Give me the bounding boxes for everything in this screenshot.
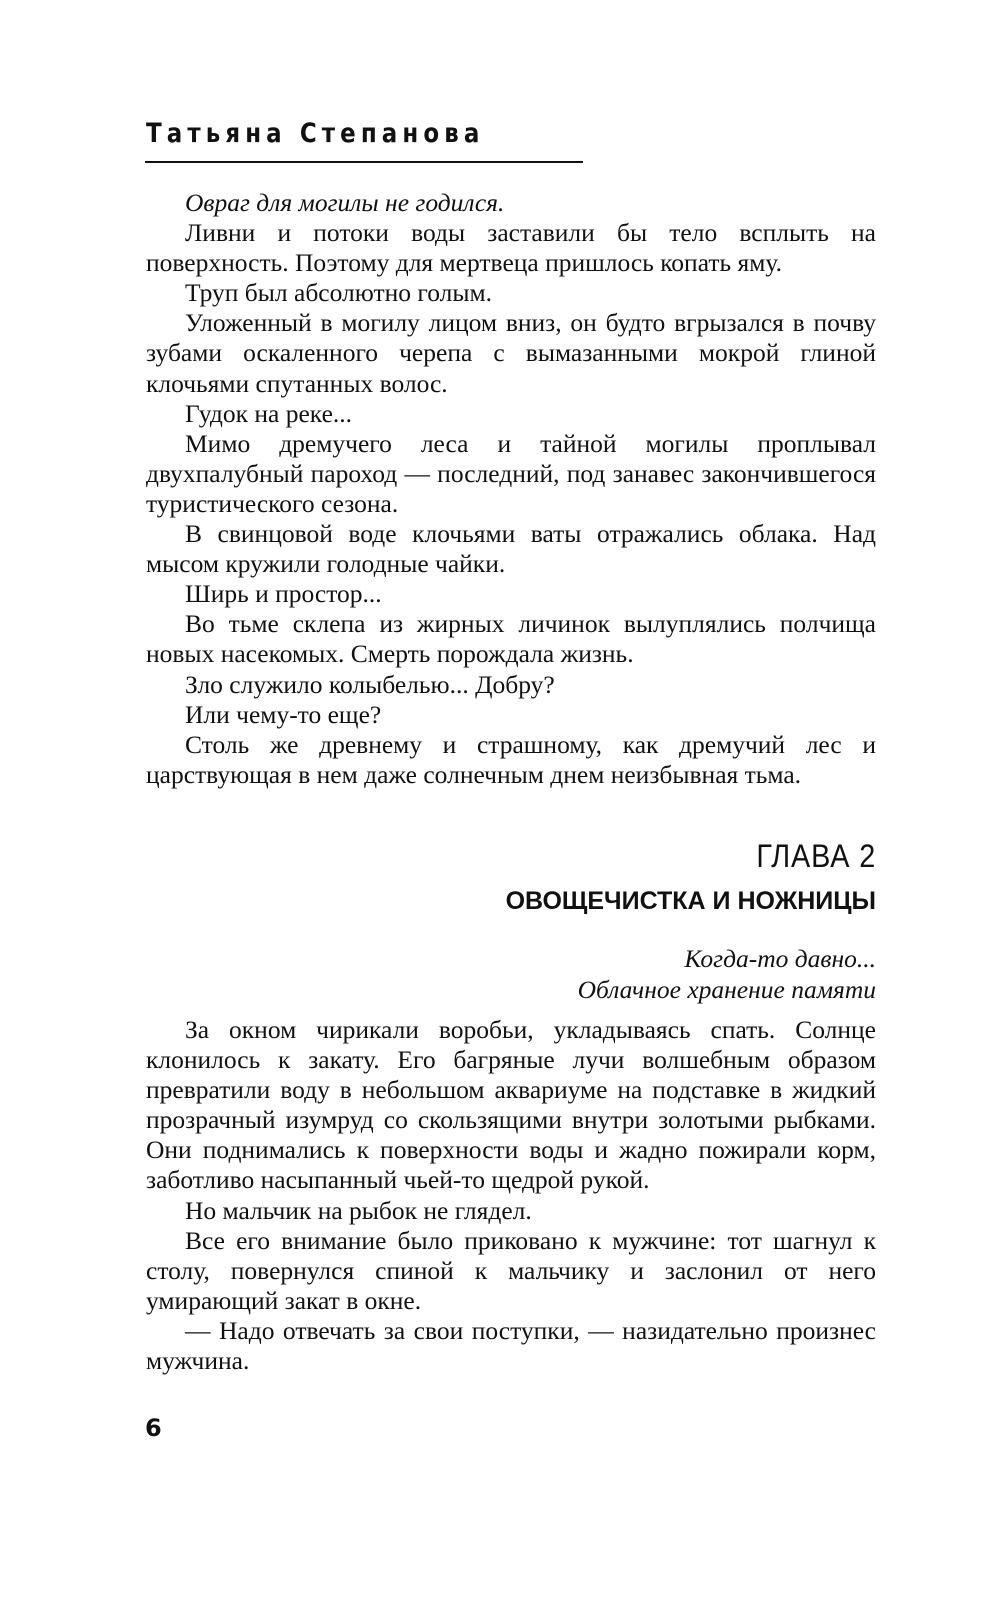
paragraph: Овраг для могилы не годился. [185, 188, 505, 217]
paragraph: Ширь и простор... [185, 579, 382, 609]
page-number: 6 [145, 1414, 162, 1442]
paragraph: — Надо отвечать за свои поступки, — назидательно произнес мужчина. [146, 1315, 876, 1376]
paragraph: В свинцовой воде клочьями ваты отражались облака. Над мысом кружили голодные чайки. [146, 519, 876, 579]
epigraph-line: Когда-то давно... [684, 944, 876, 973]
chapter-number: ГЛАВА 2 [756, 838, 876, 874]
paragraph: Во тьме склепа из жирных личинок вылуплялись полчища новых насекомых. Смерть порождала жизнь. [146, 609, 876, 669]
paragraph: Столь же древнему и страшному, как дремучий лес и царствующая в нем даже солнечным днем неизбывная тьма. [146, 729, 876, 789]
header-rule [145, 161, 583, 163]
paragraph: Но мальчик на рыбок не глядел. [185, 1195, 532, 1225]
text-block-chapter [146, 1015, 876, 1376]
running-header: Татьяна Степанова [146, 118, 485, 149]
chapter-title: ОВОЩЕЧИСТКА И НОЖНИЦЫ [505, 887, 876, 915]
epigraph [578, 943, 876, 1005]
paragraph: Ливни и потоки воды заставили бы тело всплыть на поверхность. Поэтому для мертвеца пришлось копать яму. [146, 218, 876, 278]
text-block-prologue [146, 188, 876, 790]
paragraph: Уложенный в могилу лицом вниз, он будто вгрызался в почву зубами оскаленного черепа с вымазанными мокрой глиной клочьями спутанных волос. [146, 308, 876, 398]
paragraph: Гудок на реке... [185, 398, 353, 428]
paragraph: За окном чирикали воробьи, укладываясь спать. Солнце клонилось к закату. Его багряные лучи волшебным образом превратили воду в небольшом аквариуме на подставке в жидкий прозрачный изумруд со скользящими внутри золотыми рыбками. Они поднимались к поверхности воды и жадно пожирали корм, заботливо насыпанный чьей-то щедрой рукой. [146, 1015, 876, 1195]
paragraph: Мимо дремучего леса и тайной могилы проплывал двухпалубный пароход — последний, под занавес закончившегося туристического сезона. [146, 428, 876, 518]
paragraph: Труп был абсолютно голым. [185, 278, 492, 308]
paragraph: Зло служило колыбелью... Добру? [185, 669, 555, 699]
epigraph-line: Облачное хранение памяти [577, 975, 876, 1004]
paragraph: Все его внимание было приковано к мужчине: тот шагнул к столу, повернулся спиной к мальчику и заслонил от него умирающий закат в окне. [146, 1225, 876, 1315]
paragraph: Или чему-то еще? [185, 699, 382, 729]
